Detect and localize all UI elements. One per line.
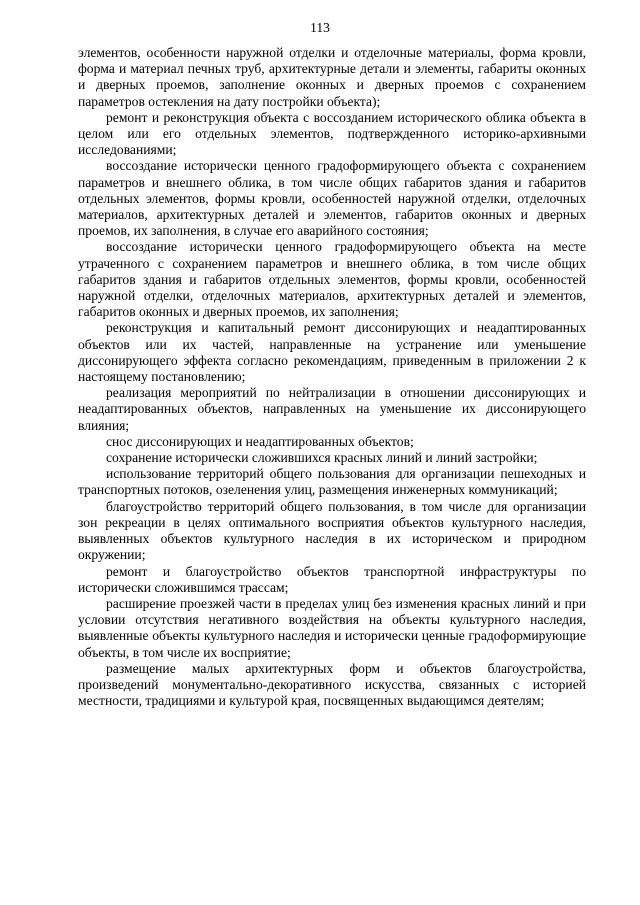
paragraph: реализация мероприятий по нейтрализации в отношении диссонирующих и неадаптированных объектов, направленных на уменьшение их диссонирующего влияния; <box>78 385 586 433</box>
paragraph: ремонт и реконструкция объекта с воссозданием исторического облика объекта в целом или его отдельных элементов, подтвержденного историко-архивными исследованиями; <box>78 109 586 158</box>
paragraph: ремонт и благоустройство объектов транспортной инфраструктуры по исторически сложившимся трассам; <box>78 563 586 595</box>
paragraph-continued: элементов, особенности наружной отделки и отделочные материалы, форма кровли, форма и материал печных труб, архитектурные детали и элементы, габариты оконных и дверных проемов, заполнение оконных и дверных проемов с сохранением параметров остекления на дату постройки объекта); <box>78 45 586 109</box>
paragraph: сохранение исторически сложившихся красных линий и линий застройки; <box>106 450 538 466</box>
paragraph: использование территорий общего пользования для организации пешеходных и транспортных потоков, озеленения улиц, размещения инженерных коммуникаций; <box>78 466 586 498</box>
paragraph: снос диссонирующих и неадаптированных объектов; <box>106 433 414 449</box>
paragraph: расширение проезжей части в пределах улиц без изменения красных линий и при условии отсутствия негативного воздействия на объекты культурного наследия, выявленные объекты культурного наследия и исторически ценные градоформирующие объекты, в том числе их восприятие; <box>78 595 586 660</box>
page-number: 113 <box>310 20 330 35</box>
paragraph: воссоздание исторически ценного градоформирующего объекта с сохранением параметров и внешнего облика, в том числе общих габаритов здания и габаритов отдельных элементов, формы кровли, особенностей наружной отделки, отделочных материалов, архитектурных деталей и элементов, габаритов оконных и дверных проемов, их заполнения, в случае его аварийного состояния; <box>78 158 586 239</box>
paragraph: благоустройство территорий общего пользования, в том числе для организации зон рекреации в целях оптимального восприятия объектов культурного наследия, выявленных объектов культурного наследия в их историческом и природном окружении; <box>78 498 586 563</box>
document-body <box>78 45 586 709</box>
paragraph: размещение малых архитектурных форм и объектов благоустройства, произведений монументально-декоративного искусства, связанных с историей местности, традициями и культурой края, посвященных выдающимся деятелям; <box>78 660 586 709</box>
paragraph: воссоздание исторически ценного градоформирующего объекта на месте утраченного с сохранением параметров и внешнего облика, в том числе общих габаритов здания и габаритов отдельных элементов, формы кровли, особенностей наружной отделки, отделочных материалов, архитектурных деталей и элементов, габаритов оконных и дверных проемов, их заполнения; <box>78 239 586 320</box>
paragraph: реконструкция и капитальный ремонт диссонирующих и неадаптированных объектов или их частей, направленные на устранение или уменьшение диссонирующего эффекта согласно рекомендациям, приведенным в приложении 2 к настоящему постановлению; <box>78 320 586 385</box>
